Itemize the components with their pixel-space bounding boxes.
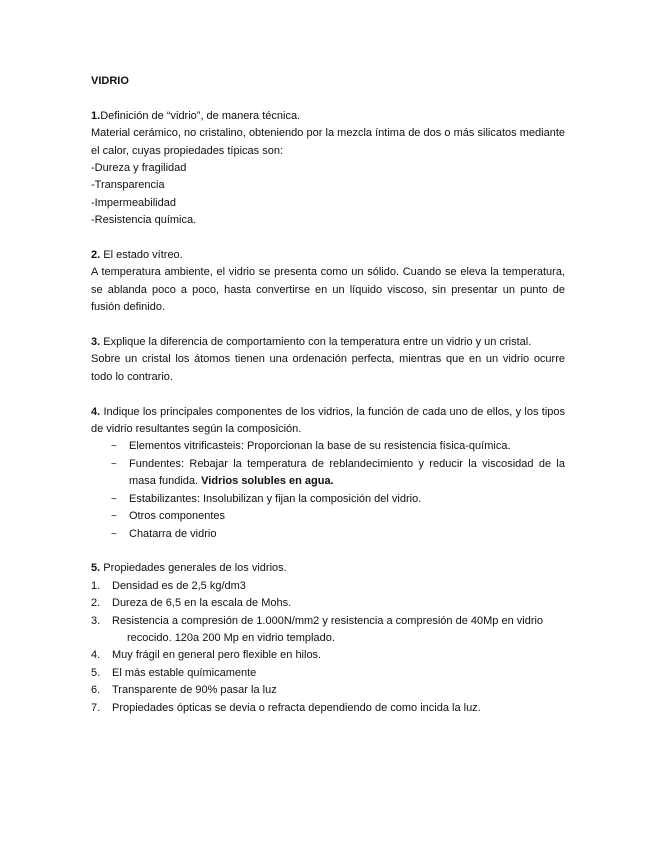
tilde-bullet-icon: ~: [111, 441, 117, 453]
property-item: -Transparencia: [91, 179, 165, 192]
list-item: 3. Resistencia a compresión de 1.000N/mm2 y resistencia a compresión de 40Mp en vidrio recocido. 120a 200 Mp en vidrio templado.: [91, 614, 544, 644]
section-5-number: 5.: [91, 562, 101, 575]
list-item: 1. Densidad es de 2,5 kg/dm3: [91, 579, 246, 592]
section-5-heading-text: Propiedades generales de los vidrios.: [100, 562, 287, 575]
section-2-body: A temperatura ambiente, el vidrio se presenta como un sólido. Cuando se eleva la temperatura, se ablanda poco a poco, hasta convertirse en un líquido viscoso, sin presentar un punto de fusión definido.: [91, 266, 565, 314]
section-1-number: 1.: [91, 109, 101, 122]
list-item: 6. Transparente de 90% pasar la luz: [91, 684, 277, 697]
property-item: -Resistencia química.: [91, 214, 197, 227]
section-3-body: Sobre un cristal los átomos tienen una ordenación perfecta, mientras que en un vidrio ocurre todo lo contrario.: [91, 353, 565, 383]
section-3-number: 3.: [91, 336, 101, 349]
section-2-heading: [91, 247, 565, 264]
section-5-heading: [91, 560, 565, 577]
tilde-bullet-icon: ~: [111, 528, 117, 540]
section-3-heading-text: Explique la diferencia de comportamiento con la temperatura entre un vidrio y un cristal.: [100, 336, 532, 349]
section-4-heading: [91, 404, 565, 439]
list-item: 7. Propiedades ópticas se devia o refracta dependiendo de como incida la luz.: [91, 701, 481, 714]
list-item: 2. Dureza de 6,5 en la escala de Mohs.: [91, 597, 292, 610]
list-item: 4. Muy frágil en general pero flexible en hilos.: [91, 649, 322, 662]
section-1-heading-text: Definición de “vidrio”, de manera técnica.: [100, 109, 301, 122]
document-title: VIDRIO: [91, 75, 129, 87]
tilde-bullet-icon: ~: [111, 458, 117, 470]
list-item: ~ Otros componentes: [91, 508, 565, 525]
section-4-heading-text: Indique los principales componentes de los vidrios, la función de cada uno de ellos, y los tipos de vidrio resultantes según la composición.: [91, 405, 565, 436]
properties-list: [91, 578, 565, 717]
components-list: [91, 438, 565, 542]
list-item: ~ Estabilizantes: Insolubilizan y fijan la composición del vidrio.: [91, 491, 565, 508]
section-4-number: 4.: [91, 405, 101, 418]
section-2-heading-text: El estado vítreo.: [100, 249, 183, 262]
list-item: ~ Fundentes: Rebajar la temperatura de reblandecimiento y reducir la viscosidad de la masa fundida. Vidrios solubles en agua.: [111, 457, 565, 488]
section-1-heading: [91, 108, 565, 125]
list-item: ~ Elementos vitrificasteis: Proporcionan la base de su resistencia física-química.: [91, 438, 565, 455]
list-item: ~ Chatarra de vidrio: [91, 526, 565, 543]
document-body: [91, 73, 565, 717]
section-1-body: Material cerámico, no cristalino, obteniendo por la mezcla íntima de dos o más silicatos mediante el calor, cuyas propiedades típicas son:: [91, 127, 565, 157]
property-item: -Dureza y fragilidad: [91, 162, 187, 175]
property-item: -Impermeabilidad: [91, 196, 176, 209]
bold-note: Vidrios solubles en agua.: [201, 475, 334, 488]
section-2-number: 2.: [91, 249, 101, 262]
tilde-bullet-icon: ~: [111, 511, 117, 523]
list-item: 5. El más estable químicamente: [91, 666, 257, 679]
tilde-bullet-icon: ~: [111, 493, 117, 505]
section-3-heading: [91, 334, 565, 351]
